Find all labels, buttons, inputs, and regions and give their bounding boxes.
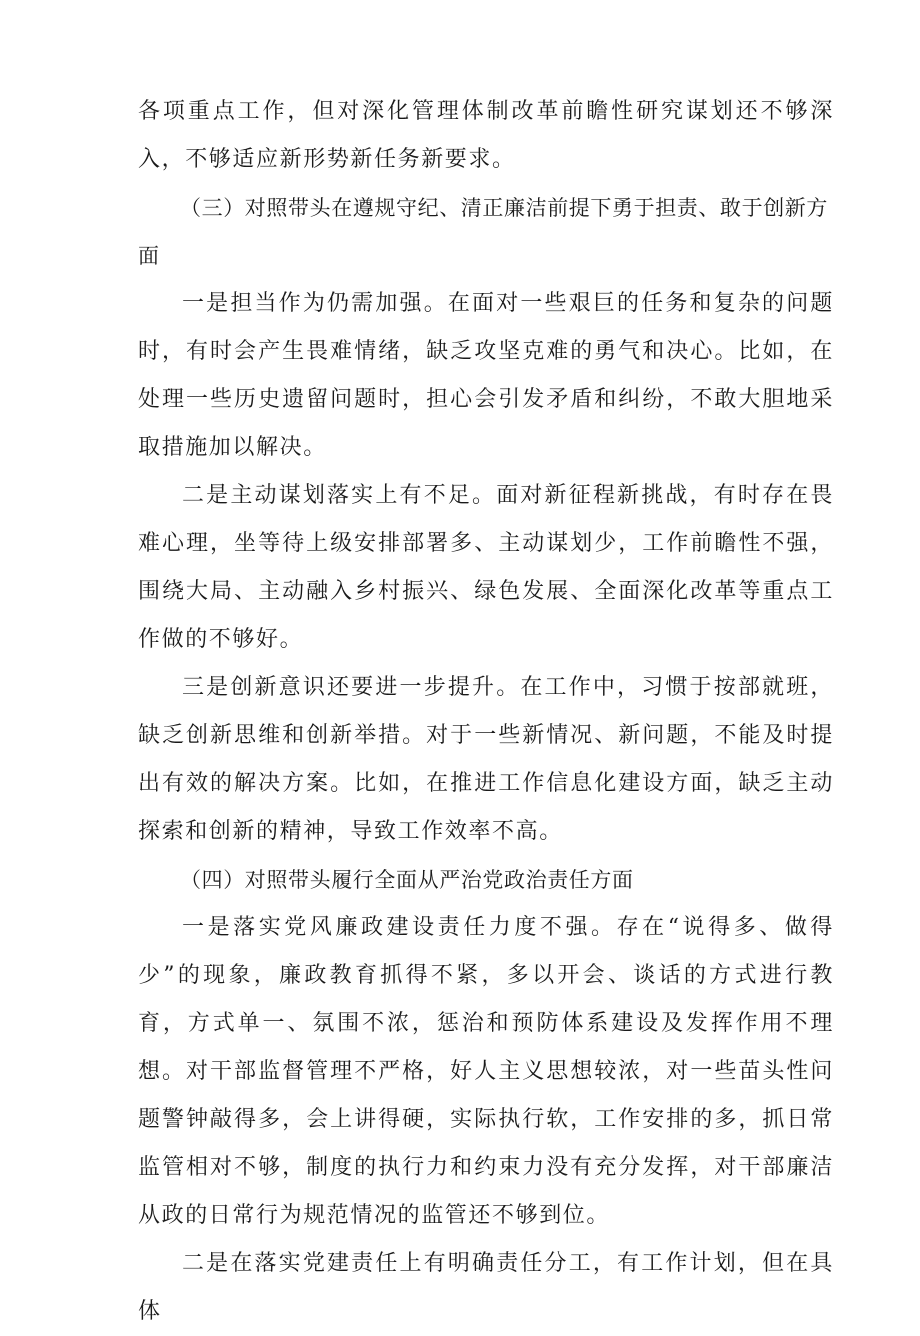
paragraph-continuation: 各项重点工作，但对深化管理体制改革前瞻性研究谋划还不够深入，不够适应新形势新任务新要求。: [138, 99, 834, 172]
paragraph-item-1: 一是担当作为仍需加强。在面对一些艰巨的任务和复杂的问题时，有时会产生畏难情绪，缺乏攻坚克难的勇气和决心。比如，在处理一些历史遗留问题时，担心会引发矛盾和纠纷，不敢大胆地采取措施加以解决。: [138, 291, 834, 460]
paragraph-item-2: 二是主动谋划落实上有不足。面对新征程新挑战，有时存在畏难心理，坐等待上级安排部署多、主动谋划少，工作前瞻性不强，围绕大局、主动融入乡村振兴、绿色发展、全面深化改革等重点工作做的不够好。: [138, 483, 834, 652]
document-page: [138, 88, 834, 1336]
section-heading-4: （四）对照带头履行全面从严治党政治责任方面: [180, 868, 634, 892]
paragraph-item-4: 一是落实党风廉政建设责任力度不强。存在“说得多、做得少”的现象，廉政教育抓得不紧，多以开会、谈话的方式进行教育，方式单一、氛围不浓，惩治和预防体系建设及发挥作用不理想。对干部监督管理不严格，好人主义思想较浓，对一些苗头性问题警钟敲得多，会上讲得硬，实际执行软，工作安排的多，抓日常监管相对不够，制度的执行力和约束力没有充分发挥，对干部廉洁从政的日常行为规范情况的监管还不够到位。: [138, 915, 834, 1228]
paragraph-item-5: 二是在落实党建责任上有明确责任分工，有工作计划，但在具体: [138, 1251, 834, 1324]
section-heading-3: （三）对照带头在遵规守纪、清正廉洁前提下勇于担责、敢于创新方面: [138, 196, 828, 268]
paragraph-item-3: 三是创新意识还要进一步提升。在工作中，习惯于按部就班，缺乏创新思维和创新举措。对于一些新情况、新问题，不能及时提出有效的解决方案。比如，在推进工作信息化建设方面，缺乏主动探索和创新的精神，导致工作效率不高。: [138, 675, 834, 844]
